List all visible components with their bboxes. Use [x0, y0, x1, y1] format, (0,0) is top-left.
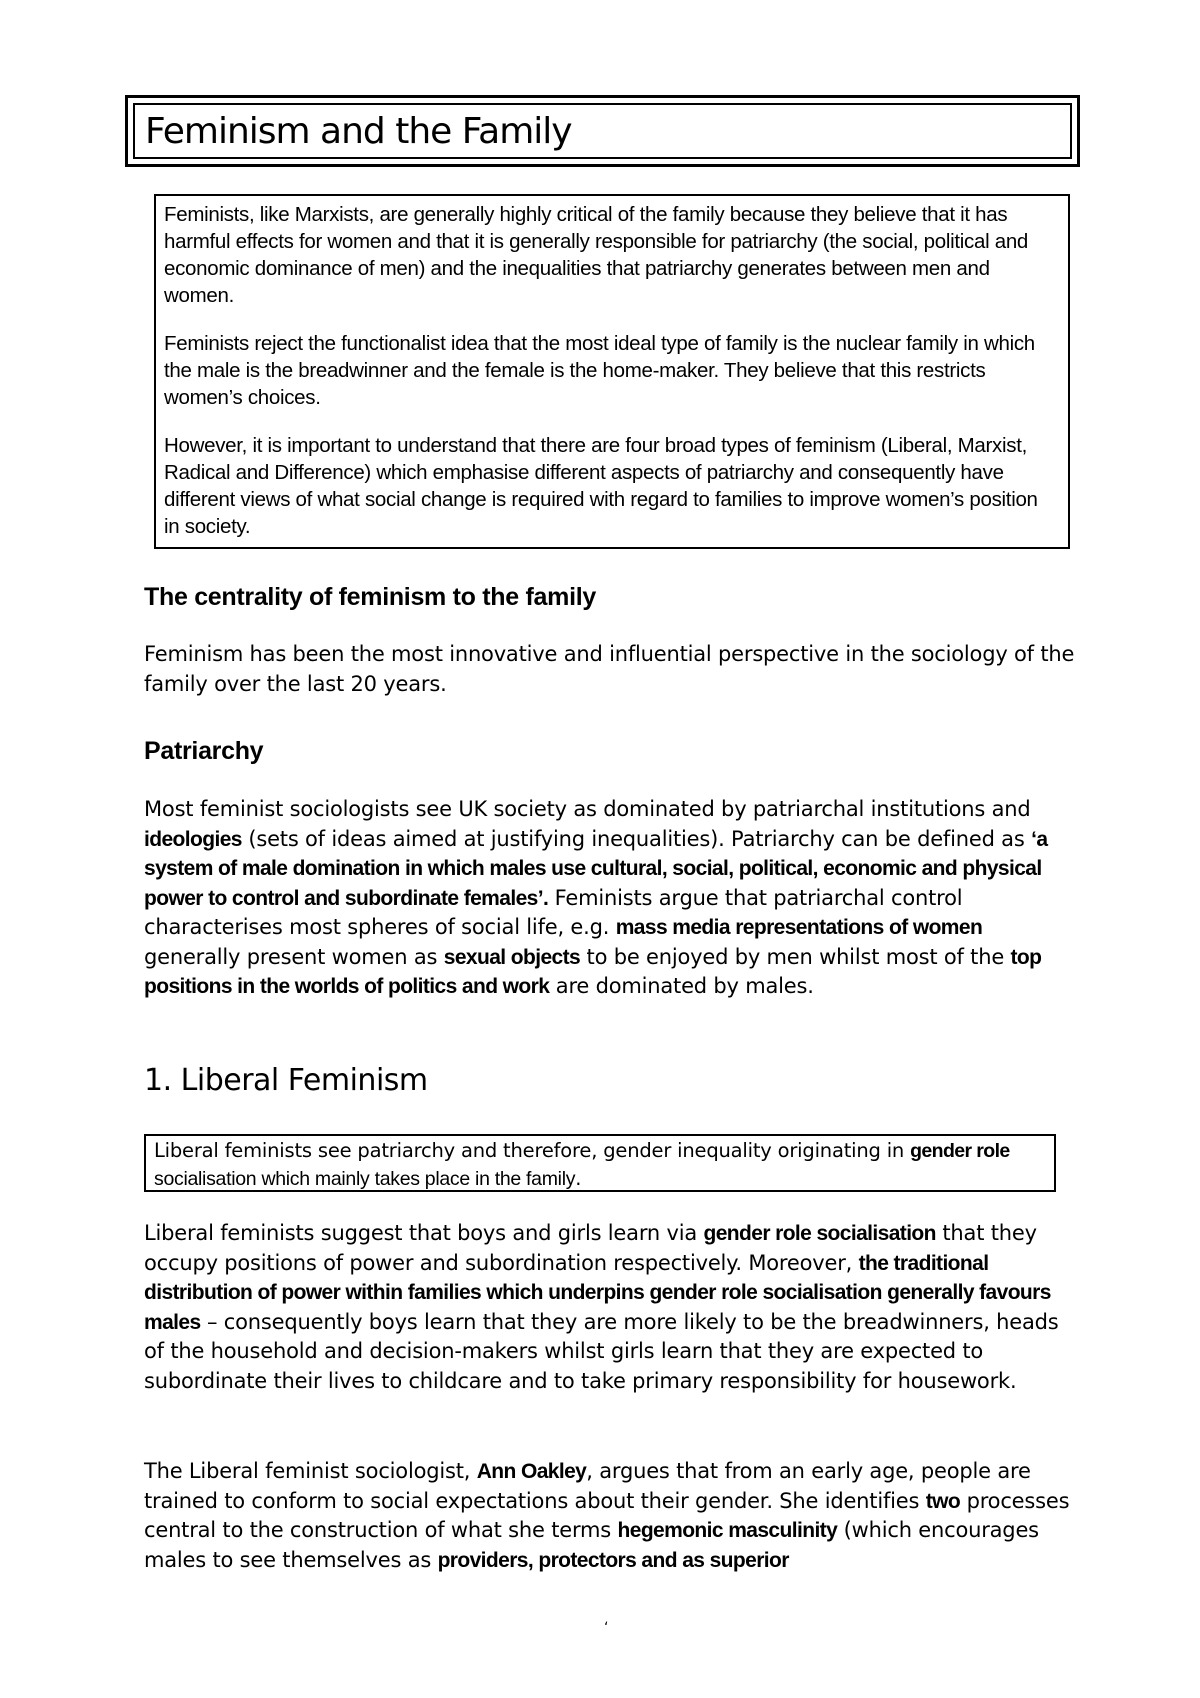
page-title: Feminism and the Family [145, 110, 572, 152]
bold-term-traditional-distribution: the traditional distribution of power within families which underpins gender role socialisation generally favours males [144, 1251, 1051, 1334]
intro-box [154, 194, 1070, 549]
bold-term-mass-media: mass media representations of women [615, 916, 983, 939]
bold-term-top-positions: top positions in the worlds of politics and work [144, 945, 1042, 998]
bold-term-gender-role-socialisation: gender role socialisation [703, 1222, 936, 1245]
text-run: to be enjoyed by men whilst most of the [580, 944, 1011, 969]
title-box [125, 95, 1080, 167]
intro-paragraph-1: Feminists, like Marxists, are generally highly critical of the family because they believe that it has harmful effects for women and that it is generally responsible for patriarchy (the social, political and economic dominance of men) and the inequalities that patriarchy generates between men and women. [164, 203, 1029, 307]
text-run: that they occupy positions of power and subordination respectively. Moreover, [144, 1221, 1037, 1275]
intro-paragraph-3: However, it is important to understand that there are four broad types of feminism (Liberal, Marxist, Radical and Difference) which emphasise different aspects of patriarchy and consequently have different views of what social change is required with regard to families to improve women’s position in society. [164, 434, 1038, 538]
title-box-inner [133, 103, 1072, 159]
bold-term-sexual-objects: sexual objects [443, 945, 581, 969]
centrality-heading: The centrality of feminism to the family [144, 583, 596, 611]
liberal-paragraph-2 [144, 1457, 1084, 1575]
text-run: The Liberal feminist sociologist, [144, 1459, 477, 1483]
page-mark: ‘ [604, 1620, 609, 1636]
text-run: are dominated by males. [549, 974, 814, 998]
text-run: (sets of ideas aimed at justifying inequalities). Patriarchy can be defined as [241, 826, 1032, 851]
bold-term-ann-oakley: Ann Oakley [476, 1460, 587, 1483]
patriarchy-heading: Patriarchy [144, 737, 264, 765]
bold-term-hegemonic-masculinity: hegemonic masculinity [617, 1519, 838, 1542]
liberal-summary-box [144, 1134, 1056, 1192]
bold-term-ideologies: ideologies [144, 827, 242, 851]
text-run: Liberal feminists suggest that boys and girls learn via [144, 1221, 704, 1245]
patriarchy-paragraph [144, 795, 1084, 1002]
text-run: (which encourages males to see themselves as [144, 1518, 1039, 1572]
text-run: Feminists argue that patriarchal control characterises most spheres of social life, e.g. [144, 885, 963, 939]
text-run: – consequently boys learn that they are more likely to be the breadwinners, heads of the household and decision-makers whilst girls learn that they are expected to subordinate their lives to childcare and to take primary responsibility for housework. [144, 1309, 1059, 1393]
liberal-feminism-heading: 1. Liberal Feminism [144, 1063, 428, 1098]
bold-term-patriarchy-definition: ‘a system of male domination in which males use cultural, social, political, economic and physical power to control and subordinate females’. [144, 827, 1048, 910]
text-run: generally present women as [144, 944, 444, 969]
bold-term-two: two [925, 1489, 961, 1513]
text-run: Liberal feminists see patriarchy and therefore, gender inequality originating in [154, 1139, 911, 1162]
text-run: . [575, 1167, 582, 1190]
liberal-paragraph-1 [144, 1219, 1084, 1396]
bold-term-gender-role: gender role [910, 1140, 1010, 1162]
bold-term-providers: providers, protectors and as superior [437, 1548, 789, 1572]
intro-paragraph-2: Feminists reject the functionalist idea that the most ideal type of family is the nuclear family in which the male is the breadwinner and the female is the home-maker. They believe that this restricts women’s choices. [164, 332, 1035, 409]
text-run: socialisation which mainly takes place in the family [154, 1168, 576, 1190]
text-run: Most feminist sociologists see UK society as dominated by patriarchal institutions and [144, 797, 1031, 821]
centrality-paragraph: Feminism has been the most innovative and influential perspective in the sociology of the family over the last 20 years. [144, 642, 1075, 696]
text-run: processes central to the construction of what she terms [144, 1488, 1070, 1542]
text-run: , argues that from an early age, people are trained to conform to social expectations about their gender. She identifies [144, 1459, 1031, 1513]
